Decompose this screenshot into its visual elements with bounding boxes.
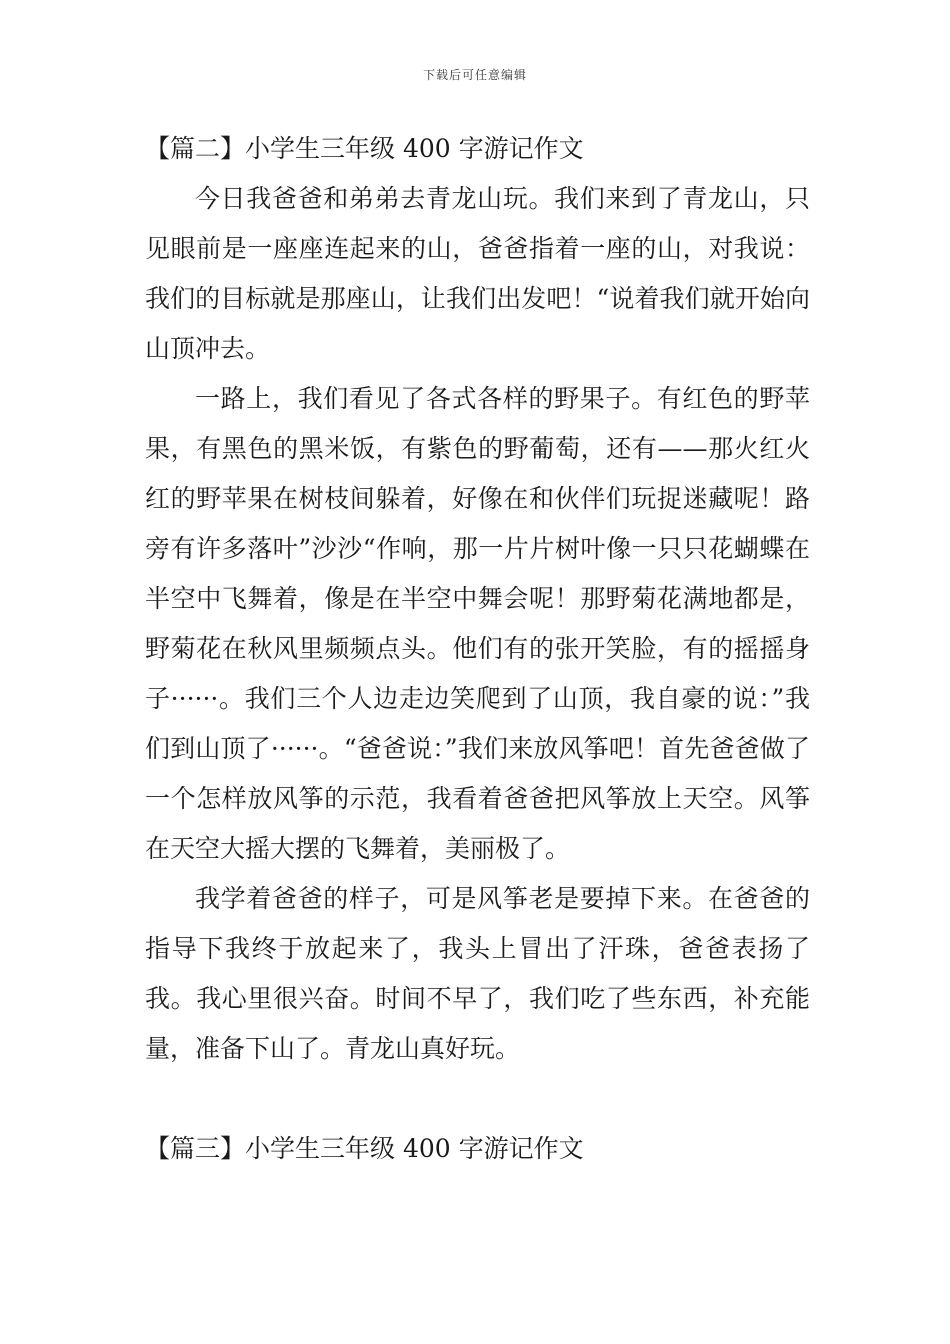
paragraph: 一路上，我们看见了各式各样的野果子。有红色的野苹果，有黑色的黑米饭，有紫色的野葡萄，还有——那火红火红的野苹果在树枝间躲着，好像在和伙伴们玩捉迷藏呢！路旁有许多落叶”沙沙“作响，那一片片树叶像一只只花蝴蝶在半空中飞舞着，像是在半空中舞会呢！那野菊花满地都是，野菊花在秋风里频频点头。他们有的张开笑脸，有的摇摇身子······。我们三个人边走边笑爬到了山顶，我自豪的说：”我们到山顶了······。“爸爸说：”我们来放风筝吧！首先爸爸做了一个怎样放风筝的示范，我看着爸爸把风筝放上天空。风筝在天空大摇大摆的飞舞着，美丽极了。 [145,384,810,863]
section-spacer [145,1074,810,1124]
page-header: 下载后可任意编辑 [422,68,527,82]
section-title: 【篇二】小学生三年级 400 字游记作文 [145,134,584,163]
paragraph: 我学着爸爸的样子，可是风筝老是要掉下来。在爸爸的指导下我终于放起来了，我头上冒出了汗珠，爸爸表扬了我。我心里很兴奋。时间不早了，我们吃了些东西，补充能量，准备下山了。青龙山真好玩。 [145,884,810,1063]
paragraph: 今日我爸爸和弟弟去青龙山玩。我们来到了青龙山，只见眼前是一座座连起来的山，爸爸指着一座的山，对我说：我们的目标就是那座山，让我们出发吧！“说着我们就开始向山顶冲去。 [145,184,810,363]
document-body [145,124,810,1174]
section-title: 【篇三】小学生三年级 400 字游记作文 [145,1134,584,1163]
